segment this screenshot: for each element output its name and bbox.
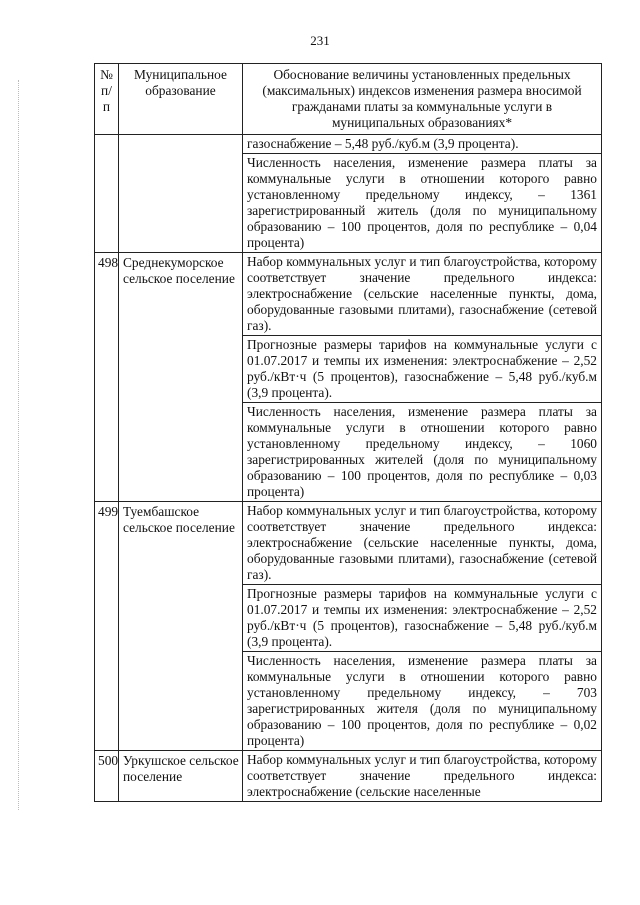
table-header-row — [95, 64, 602, 135]
row-justification — [243, 751, 602, 802]
header-municipality: Муниципальное образование — [119, 64, 243, 135]
row-number: 498 — [95, 253, 119, 502]
table-row — [95, 502, 602, 751]
row-municipality — [119, 135, 243, 253]
justification-paragraph: Численность населения, изменение размера платы за коммунальные услуги в отношении которого равно установленному предельному индексу, – 703 зарегистрированных жителя (доля по муниципальному образованию – 100 процентов, доля по республике – 0,02 процента) — [243, 651, 601, 750]
justification-paragraph: Набор коммунальных услуг и тип благоустройства, которому соответствует значение предельного индекса: электроснабжение (сельские населенные — [247, 752, 597, 799]
justification-paragraph: Численность населения, изменение размера платы за коммунальные услуги в отношении которого равно установленному предельному индексу, – 1361 зарегистрированный житель (доля по муниципальному образованию – 100 процентов, доля по республике – 0,04 процента) — [243, 153, 601, 252]
row-number: 500 — [95, 751, 119, 802]
justification-paragraph: газоснабжение – 5,48 руб./куб.м (3,9 процента). — [247, 136, 519, 151]
row-justification — [243, 253, 602, 502]
page-number: 231 — [310, 33, 330, 48]
row-number: 499 — [95, 502, 119, 751]
row-municipality: Туембашское сельское поселение — [119, 502, 243, 751]
justification-paragraph: Прогнозные размеры тарифов на коммунальные услуги с 01.07.2017 и темпы их изменения: электроснабжение – 2,52 руб./кВт·ч (5 процентов), газоснабжение – 5,48 руб./куб.м (3,9 процента). — [243, 584, 601, 651]
tariff-index-table — [94, 63, 602, 802]
justification-paragraph: Численность населения, изменение размера платы за коммунальные услуги в отношении которого равно установленному предельному индексу, – 1060 зарегистрированных жителей (доля по муниципальному образованию – 100 процентов, доля по республике – 0,03 процента) — [243, 402, 601, 501]
margin-scan-marks — [18, 80, 20, 810]
justification-paragraph: Прогнозные размеры тарифов на коммунальные услуги с 01.07.2017 и темпы их изменения: электроснабжение – 2,52 руб./кВт·ч (5 процентов), газоснабжение – 5,48 руб./куб.м (3,9 процента). — [243, 335, 601, 402]
header-justification: Обоснование величины установленных предельных (максимальных) индексов изменения размера вносимой гражданами платы за коммунальные услуги в муниципальных образованиях* — [243, 64, 602, 135]
row-municipality: Среднекуморское сельское поселение — [119, 253, 243, 502]
row-justification — [243, 135, 602, 253]
row-number — [95, 135, 119, 253]
header-num: № п/п — [95, 64, 119, 135]
justification-paragraph: Набор коммунальных услуг и тип благоустройства, которому соответствует значение предельного индекса: электроснабжение (сельские населенные пункты, дома, оборудованные газовыми плитами), газоснабжение (сетевой газ). — [247, 503, 597, 582]
table-row — [95, 253, 602, 502]
table-row — [95, 135, 602, 253]
justification-paragraph: Набор коммунальных услуг и тип благоустройства, которому соответствует значение предельного индекса: электроснабжение (сельские населенные пункты, дома, оборудованные газовыми плитами), газоснабжение (сетевой газ). — [247, 254, 597, 333]
row-municipality: Уркушское сельское поселение — [119, 751, 243, 802]
row-justification — [243, 502, 602, 751]
table-row — [95, 751, 602, 802]
